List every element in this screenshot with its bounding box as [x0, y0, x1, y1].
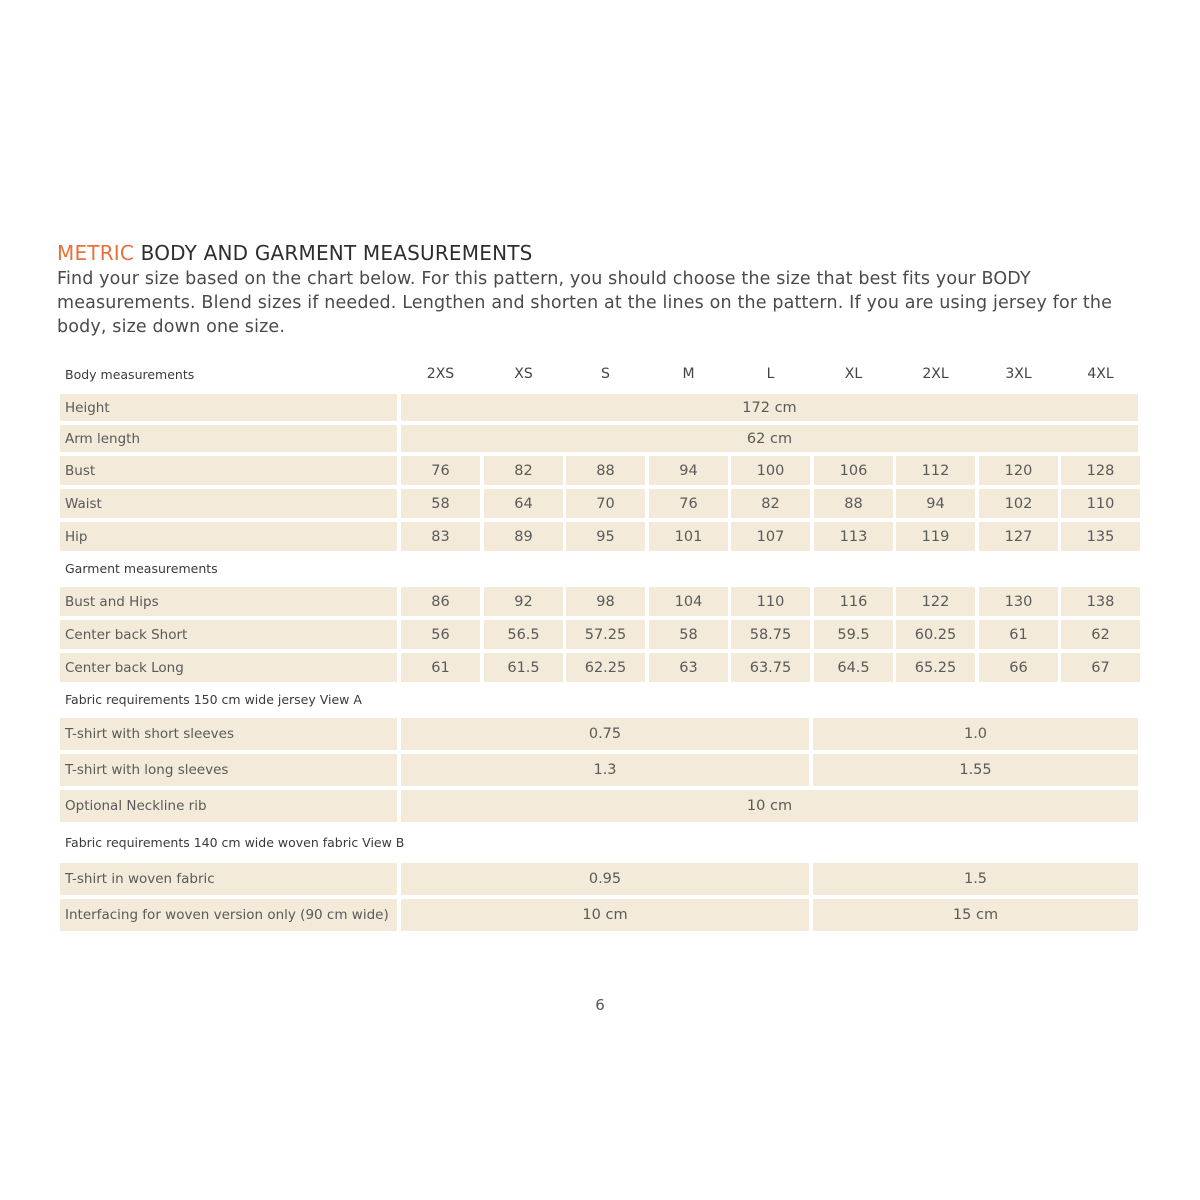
section-label-woven: Fabric requirements 140 cm wide woven fabric View B [65, 834, 405, 850]
bust-value-xl: 106 [814, 456, 893, 485]
waist-value-xl: 88 [814, 489, 893, 518]
cb-long-value-xl: 64.5 [814, 653, 893, 682]
row-label-hip: Hip [60, 522, 397, 551]
section-label-jersey: Fabric requirements 150 cm wide jersey View A [65, 691, 362, 707]
bust-hips-value-m: 104 [649, 587, 728, 616]
cb-long-value-m: 63 [649, 653, 728, 682]
bust-value-3xl: 120 [979, 456, 1058, 485]
bust-value-2xs: 76 [401, 456, 480, 485]
row-label-woven: T-shirt in woven fabric [60, 863, 397, 895]
waist-value-3xl: 102 [979, 489, 1058, 518]
hip-value-s: 95 [566, 522, 645, 551]
bust-hips-value-s: 98 [566, 587, 645, 616]
cb-short-value-s: 57.25 [566, 620, 645, 649]
bust-hips-value-4xl: 138 [1061, 587, 1140, 616]
waist-value-l: 82 [731, 489, 810, 518]
size-header-xl: XL [844, 366, 863, 382]
cb-short-value-xl: 59.5 [814, 620, 893, 649]
waist-value-4xl: 110 [1061, 489, 1140, 518]
bust-value-xs: 82 [484, 456, 563, 485]
row-label-interfacing: Interfacing for woven version only (90 cm wide) [60, 899, 397, 931]
row-label-waist: Waist [60, 489, 397, 518]
size-header-l: L [766, 366, 775, 382]
title-main: BODY AND GARMENT MEASUREMENTS [134, 241, 533, 265]
cb-short-value-4xl: 62 [1061, 620, 1140, 649]
row-label-cb-short: Center back Short [60, 620, 397, 649]
size-header-4xl: 4XL [1087, 366, 1114, 382]
section-label-body: Body measurements [65, 366, 195, 382]
bust-value-m: 94 [649, 456, 728, 485]
waist-value-xs: 64 [484, 489, 563, 518]
waist-value-2xs: 58 [401, 489, 480, 518]
hip-value-2xl: 119 [896, 522, 975, 551]
interfacing-large-sizes: 15 cm [813, 899, 1138, 931]
cb-short-value-l: 58.75 [731, 620, 810, 649]
row-label-height: Height [60, 394, 397, 421]
bust-hips-value-xl: 116 [814, 587, 893, 616]
hip-value-m: 101 [649, 522, 728, 551]
woven-small-sizes: 0.95 [401, 863, 809, 895]
bust-value-2xl: 112 [896, 456, 975, 485]
row-label-bust: Bust [60, 456, 397, 485]
value-arm-length: 62 cm [401, 425, 1138, 452]
page-number: 6 [595, 996, 605, 1014]
hip-value-xs: 89 [484, 522, 563, 551]
short-sleeves-small-sizes: 0.75 [401, 718, 809, 750]
row-label-bust-hips: Bust and Hips [60, 587, 397, 616]
short-sleeves-large-sizes: 1.0 [813, 718, 1138, 750]
cb-short-value-xs: 56.5 [484, 620, 563, 649]
cb-long-value-3xl: 66 [979, 653, 1058, 682]
bust-hips-value-2xl: 122 [896, 587, 975, 616]
bust-hips-value-l: 110 [731, 587, 810, 616]
cb-short-value-3xl: 61 [979, 620, 1058, 649]
cb-long-value-2xs: 61 [401, 653, 480, 682]
bust-value-s: 88 [566, 456, 645, 485]
size-header-s: S [601, 366, 610, 382]
size-header-2xl: 2XL [922, 366, 949, 382]
value-height: 172 cm [401, 394, 1138, 421]
bust-value-l: 100 [731, 456, 810, 485]
long-sleeves-small-sizes: 1.3 [401, 754, 809, 786]
hip-value-3xl: 127 [979, 522, 1058, 551]
size-header-m: M [682, 366, 695, 382]
page-title [57, 241, 533, 265]
bust-hips-value-xs: 92 [484, 587, 563, 616]
size-header-3xl: 3XL [1005, 366, 1032, 382]
waist-value-2xl: 94 [896, 489, 975, 518]
row-label-short-sleeves: T-shirt with short sleeves [60, 718, 397, 750]
row-label-arm-length: Arm length [60, 425, 397, 452]
cb-long-value-l: 63.75 [731, 653, 810, 682]
intro-text: Find your size based on the chart below. For this pattern, you should choose the size that best fits your BODY measurements. Blend sizes if needed. Lengthen and shorten at the lines on the pattern. If you are using jersey for the body, size down one size. [57, 269, 1113, 337]
cb-short-value-m: 58 [649, 620, 728, 649]
size-header-xs: XS [514, 366, 533, 382]
long-sleeves-large-sizes: 1.55 [813, 754, 1138, 786]
cb-long-value-xs: 61.5 [484, 653, 563, 682]
woven-large-sizes: 1.5 [813, 863, 1138, 895]
row-label-cb-long: Center back Long [60, 653, 397, 682]
cb-short-value-2xs: 56 [401, 620, 480, 649]
title-accent: METRIC [57, 241, 135, 265]
bust-hips-value-3xl: 130 [979, 587, 1058, 616]
waist-value-s: 70 [566, 489, 645, 518]
cb-short-value-2xl: 60.25 [896, 620, 975, 649]
hip-value-xl: 113 [814, 522, 893, 551]
hip-value-l: 107 [731, 522, 810, 551]
row-label-neckline: Optional Neckline rib [60, 790, 397, 822]
interfacing-small-sizes: 10 cm [401, 899, 809, 931]
value-neckline: 10 cm [401, 790, 1138, 822]
section-label-garment: Garment measurements [65, 560, 218, 576]
row-label-long-sleeves: T-shirt with long sleeves [60, 754, 397, 786]
bust-hips-value-2xs: 86 [401, 587, 480, 616]
hip-value-4xl: 135 [1061, 522, 1140, 551]
size-header-2xs: 2XS [426, 366, 455, 382]
waist-value-m: 76 [649, 489, 728, 518]
cb-long-value-2xl: 65.25 [896, 653, 975, 682]
cb-long-value-s: 62.25 [566, 653, 645, 682]
hip-value-2xs: 83 [401, 522, 480, 551]
bust-value-4xl: 128 [1061, 456, 1140, 485]
cb-long-value-4xl: 67 [1061, 653, 1140, 682]
